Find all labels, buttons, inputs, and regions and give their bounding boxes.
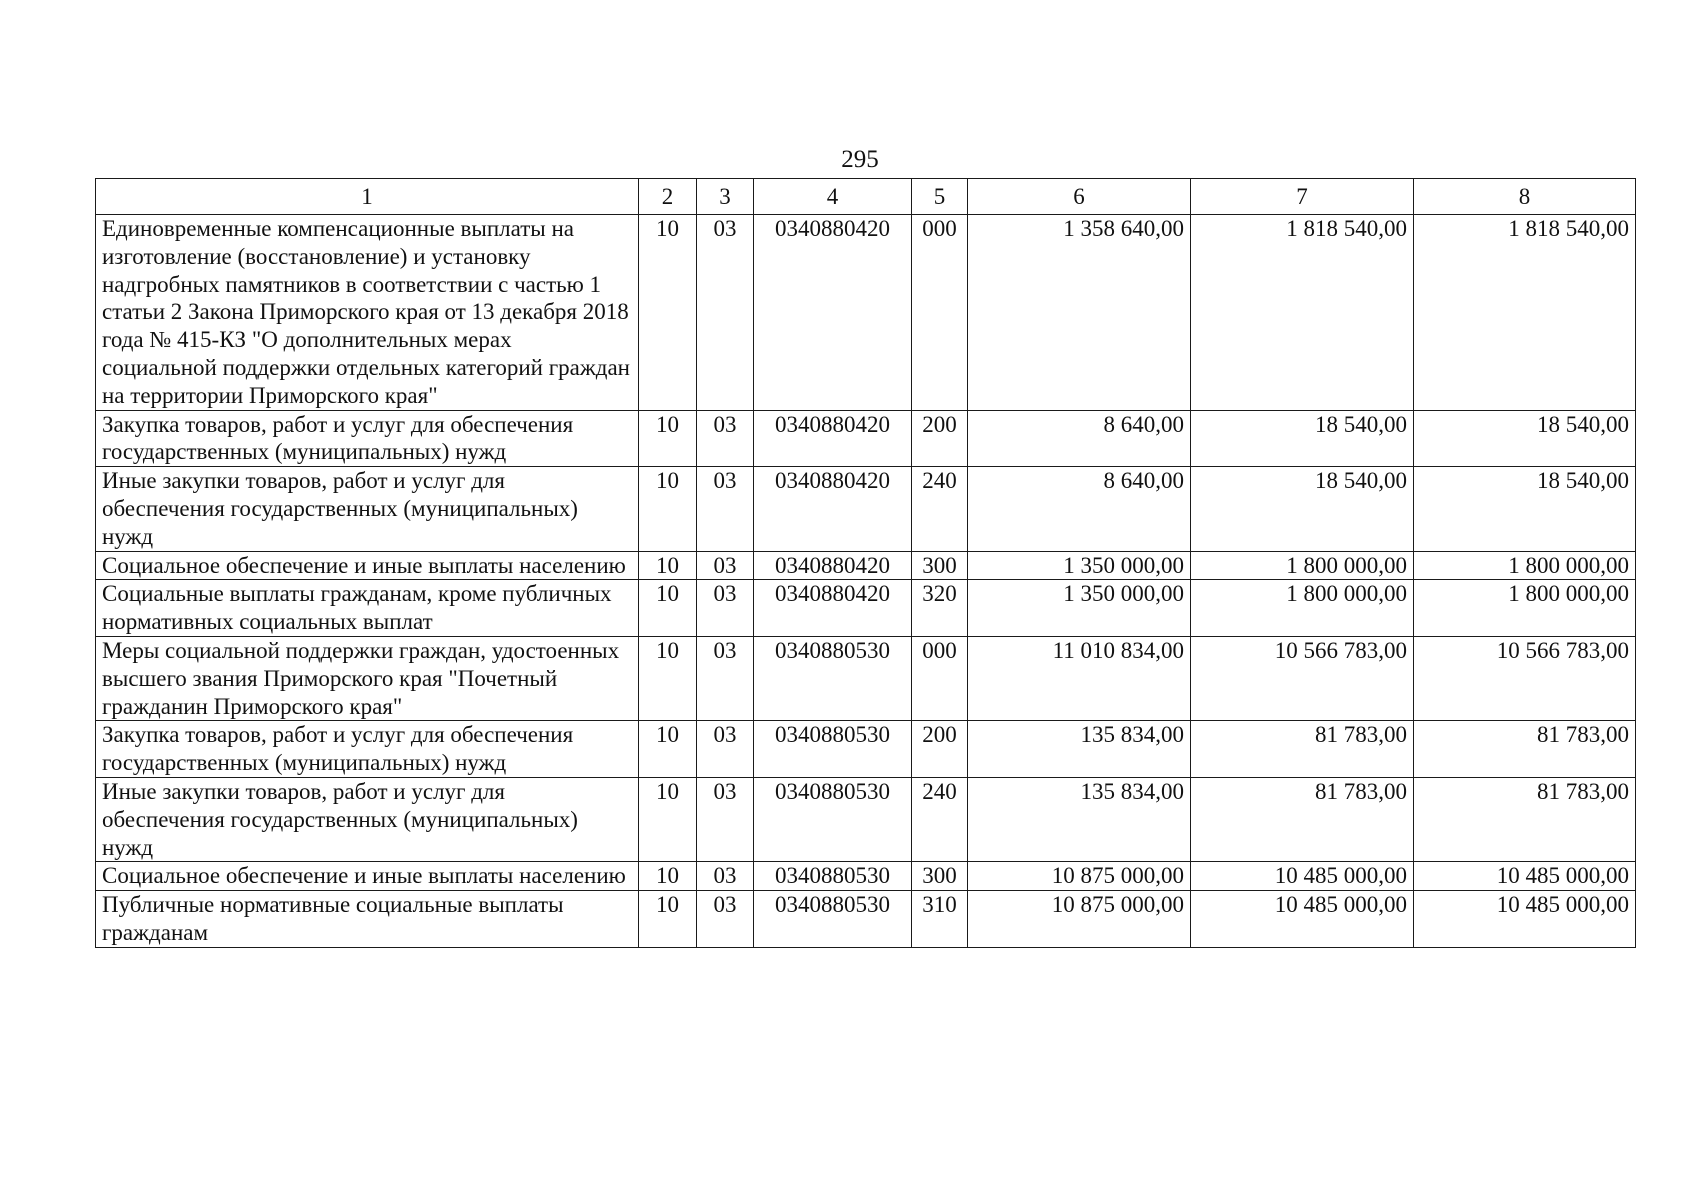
subsection-code: 03 <box>697 777 754 861</box>
expense-type-code: 310 <box>912 891 968 948</box>
section-code: 10 <box>639 777 697 861</box>
section-code: 10 <box>639 410 697 467</box>
table-row <box>96 636 1636 720</box>
expense-type-code: 200 <box>912 721 968 778</box>
amount-col-8: 81 783,00 <box>1414 721 1636 778</box>
table-row <box>96 467 1636 551</box>
expense-type-code: 000 <box>912 215 968 411</box>
expense-type-code: 320 <box>912 580 968 637</box>
target-article-code: 0340880420 <box>754 551 912 580</box>
table-row <box>96 215 1636 411</box>
amount-col-6: 135 834,00 <box>968 777 1191 861</box>
amount-col-6: 1 350 000,00 <box>968 580 1191 637</box>
expense-type-code: 200 <box>912 410 968 467</box>
amount-col-7: 10 485 000,00 <box>1191 891 1414 948</box>
table-row <box>96 721 1636 778</box>
row-name: Закупка товаров, работ и услуг для обеспечения государственных (муниципальных) нужд <box>96 721 639 778</box>
budget-table <box>95 178 1636 948</box>
target-article-code: 0340880530 <box>754 721 912 778</box>
row-name: Меры социальной поддержки граждан, удостоенных высшего звания Приморского края "Почетный гражданин Приморского края" <box>96 636 639 720</box>
amount-col-6: 10 875 000,00 <box>968 891 1191 948</box>
target-article-code: 0340880530 <box>754 862 912 891</box>
table-header <box>96 179 1636 215</box>
amount-col-6: 8 640,00 <box>968 410 1191 467</box>
column-header-6: 6 <box>968 179 1191 215</box>
target-article-code: 0340880530 <box>754 891 912 948</box>
row-name: Единовременные компенсационные выплаты на изготовление (восстановление) и установку надгробных памятников в соответствии с частью 1 статьи 2 Закона Приморского края от 13 декабря 2018 года № 415-КЗ "О дополнительных мерах социальной поддержки отдельных категорий граждан на территории Приморского края" <box>96 215 639 411</box>
row-name: Социальные выплаты гражданам, кроме публичных нормативных социальных выплат <box>96 580 639 637</box>
section-code: 10 <box>639 636 697 720</box>
amount-col-8: 1 818 540,00 <box>1414 215 1636 411</box>
amount-col-6: 1 358 640,00 <box>968 215 1191 411</box>
subsection-code: 03 <box>697 410 754 467</box>
expense-type-code: 300 <box>912 862 968 891</box>
column-header-1: 1 <box>96 179 639 215</box>
target-article-code: 0340880420 <box>754 410 912 467</box>
target-article-code: 0340880420 <box>754 467 912 551</box>
section-code: 10 <box>639 580 697 637</box>
amount-col-7: 81 783,00 <box>1191 721 1414 778</box>
amount-col-8: 10 485 000,00 <box>1414 891 1636 948</box>
amount-col-8: 10 485 000,00 <box>1414 862 1636 891</box>
table-row <box>96 777 1636 861</box>
subsection-code: 03 <box>697 580 754 637</box>
row-name: Публичные нормативные социальные выплаты гражданам <box>96 891 639 948</box>
amount-col-6: 135 834,00 <box>968 721 1191 778</box>
amount-col-8: 1 800 000,00 <box>1414 551 1636 580</box>
amount-col-8: 81 783,00 <box>1414 777 1636 861</box>
column-header-2: 2 <box>639 179 697 215</box>
subsection-code: 03 <box>697 891 754 948</box>
target-article-code: 0340880530 <box>754 777 912 861</box>
expense-type-code: 240 <box>912 467 968 551</box>
subsection-code: 03 <box>697 215 754 411</box>
amount-col-7: 18 540,00 <box>1191 467 1414 551</box>
amount-col-8: 1 800 000,00 <box>1414 580 1636 637</box>
subsection-code: 03 <box>697 636 754 720</box>
target-article-code: 0340880420 <box>754 580 912 637</box>
amount-col-7: 18 540,00 <box>1191 410 1414 467</box>
amount-col-7: 81 783,00 <box>1191 777 1414 861</box>
page-number: 295 <box>841 146 879 173</box>
subsection-code: 03 <box>697 551 754 580</box>
amount-col-8: 18 540,00 <box>1414 410 1636 467</box>
section-code: 10 <box>639 551 697 580</box>
amount-col-6: 8 640,00 <box>968 467 1191 551</box>
column-header-3: 3 <box>697 179 754 215</box>
column-header-4: 4 <box>754 179 912 215</box>
amount-col-7: 1 800 000,00 <box>1191 551 1414 580</box>
amount-col-7: 1 800 000,00 <box>1191 580 1414 637</box>
table-row <box>96 551 1636 580</box>
section-code: 10 <box>639 891 697 948</box>
amount-col-6: 11 010 834,00 <box>968 636 1191 720</box>
column-header-8: 8 <box>1414 179 1636 215</box>
table-body <box>96 215 1636 948</box>
target-article-code: 0340880530 <box>754 636 912 720</box>
amount-col-6: 10 875 000,00 <box>968 862 1191 891</box>
target-article-code: 0340880420 <box>754 215 912 411</box>
amount-col-7: 1 818 540,00 <box>1191 215 1414 411</box>
amount-col-8: 18 540,00 <box>1414 467 1636 551</box>
section-code: 10 <box>639 862 697 891</box>
row-name: Закупка товаров, работ и услуг для обеспечения государственных (муниципальных) нужд <box>96 410 639 467</box>
row-name: Иные закупки товаров, работ и услуг для обеспечения государственных (муниципальных) нужд <box>96 777 639 861</box>
expense-type-code: 300 <box>912 551 968 580</box>
table-row <box>96 891 1636 948</box>
section-code: 10 <box>639 467 697 551</box>
header-row <box>96 179 1636 215</box>
subsection-code: 03 <box>697 862 754 891</box>
amount-col-7: 10 485 000,00 <box>1191 862 1414 891</box>
expense-type-code: 240 <box>912 777 968 861</box>
subsection-code: 03 <box>697 721 754 778</box>
section-code: 10 <box>639 721 697 778</box>
subsection-code: 03 <box>697 467 754 551</box>
expense-type-code: 000 <box>912 636 968 720</box>
table-row <box>96 862 1636 891</box>
row-name: Социальное обеспечение и иные выплаты населению <box>96 551 639 580</box>
table-row <box>96 580 1636 637</box>
row-name: Социальное обеспечение и иные выплаты населению <box>96 862 639 891</box>
amount-col-8: 10 566 783,00 <box>1414 636 1636 720</box>
amount-col-6: 1 350 000,00 <box>968 551 1191 580</box>
section-code: 10 <box>639 215 697 411</box>
row-name: Иные закупки товаров, работ и услуг для обеспечения государственных (муниципальных) нужд <box>96 467 639 551</box>
column-header-5: 5 <box>912 179 968 215</box>
column-header-7: 7 <box>1191 179 1414 215</box>
amount-col-7: 10 566 783,00 <box>1191 636 1414 720</box>
table-row <box>96 410 1636 467</box>
